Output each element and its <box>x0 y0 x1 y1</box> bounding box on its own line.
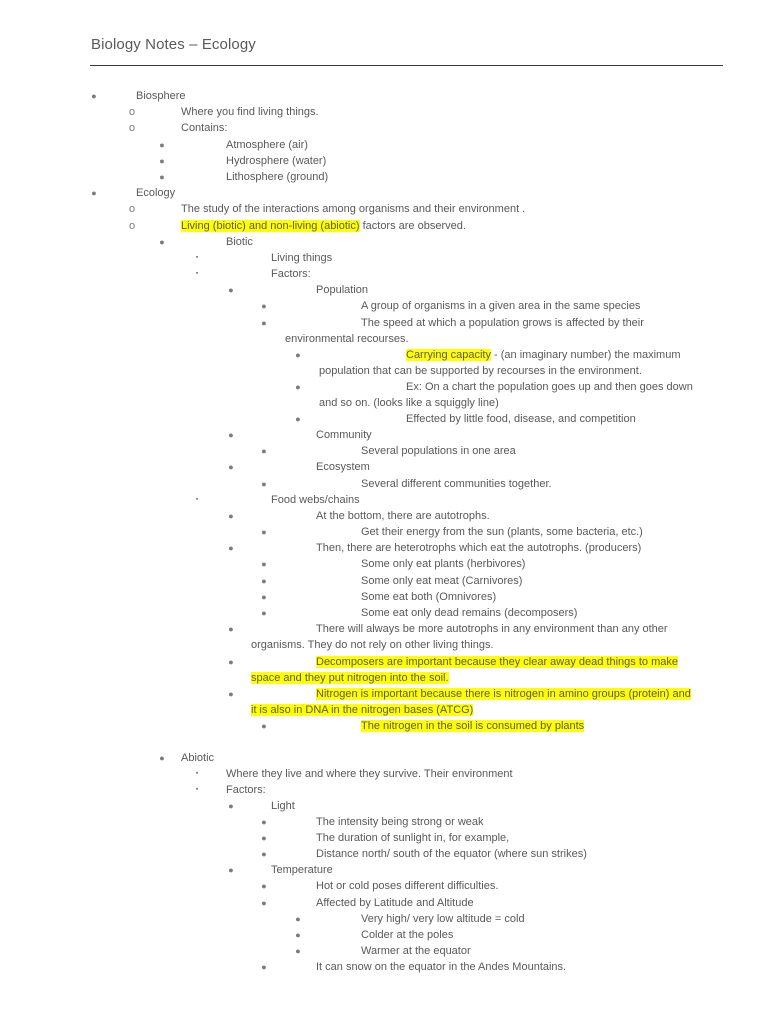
circle-bullet-icon: o <box>128 203 136 215</box>
line-text: Several populations in one area <box>361 445 516 457</box>
outline-line <box>0 331 768 347</box>
outline-line <box>0 250 768 266</box>
disc-bullet-icon: ● <box>261 318 267 328</box>
disc-bullet-icon: ● <box>159 172 165 182</box>
outline-line <box>0 718 768 734</box>
disc-bullet-icon: ● <box>159 753 165 763</box>
line-text: organisms. They do not rely on other living things. <box>251 639 494 651</box>
disc-bullet-icon: ● <box>295 414 301 424</box>
line-text: Hydrosphere (water) <box>226 155 327 167</box>
outline-line <box>0 363 768 379</box>
outline-line <box>0 234 768 250</box>
outline-line <box>0 298 768 314</box>
line-text: Some eat only dead remains (decomposers) <box>361 607 578 619</box>
disc-bullet-icon: ● <box>261 446 267 456</box>
outline-line <box>0 185 768 201</box>
line-text: Warmer at the equator <box>361 945 471 957</box>
line-text <box>406 347 681 363</box>
outline-line <box>0 830 768 846</box>
line-text: Food webs/chains <box>271 494 360 506</box>
disc-bullet-icon: ● <box>159 237 165 247</box>
line-text: environmental recourses. <box>285 333 409 345</box>
disc-bullet-icon: ● <box>261 962 267 972</box>
document-title: Biology Notes – Ecology <box>91 36 256 53</box>
line-text: Some only eat plants (herbivores) <box>361 558 526 570</box>
line-text: At the bottom, there are autotrophs. <box>316 510 490 522</box>
outline-line <box>0 556 768 572</box>
outline-line <box>0 88 768 104</box>
line-text <box>316 654 678 670</box>
outline-line <box>0 169 768 185</box>
line-text <box>361 718 584 734</box>
outline-line <box>0 443 768 459</box>
line-text: Living things <box>271 252 333 264</box>
line-text: Lithosphere (ground) <box>226 171 329 183</box>
outline-line <box>0 524 768 540</box>
line-text: Some only eat meat (Carnivores) <box>361 575 523 587</box>
line-text: Then, there are heterotrophs which eat the autotrophs. (producers) <box>316 542 642 554</box>
line-text: Contains: <box>181 122 228 134</box>
circle-bullet-icon: o <box>128 220 136 232</box>
outline-line <box>0 750 768 766</box>
line-text: Ex: On a chart the population goes up and then goes down <box>406 381 693 393</box>
highlighted-text: The nitrogen in the soil is consumed by plants <box>361 720 585 732</box>
disc-bullet-icon: ● <box>261 592 267 602</box>
outline-line <box>0 927 768 943</box>
line-text: Biotic <box>226 236 253 248</box>
outline-line <box>0 654 768 670</box>
square-bullet-icon: ▪ <box>195 254 199 261</box>
outline-line <box>0 395 768 411</box>
disc-bullet-icon: ● <box>228 801 234 811</box>
square-bullet-icon: ▪ <box>195 786 199 793</box>
disc-bullet-icon: ● <box>228 430 234 440</box>
outline-line <box>0 411 768 427</box>
outline-line <box>0 347 768 363</box>
line-text <box>251 702 473 718</box>
line-text: The intensity being strong or weak <box>316 816 484 828</box>
outline-line <box>0 895 768 911</box>
line-text: The duration of sunlight in, for example, <box>316 832 510 844</box>
line-text: Factors: <box>271 268 311 280</box>
outline-line <box>0 814 768 830</box>
disc-bullet-icon: ● <box>261 527 267 537</box>
outline-line <box>0 459 768 475</box>
title-divider <box>90 65 723 66</box>
outline-line <box>0 686 768 702</box>
outline-line <box>0 589 768 605</box>
disc-bullet-icon: ● <box>295 946 301 956</box>
line-text: A group of organisms in a given area in the same species <box>361 300 641 312</box>
disc-bullet-icon: ● <box>228 285 234 295</box>
outline-line <box>0 282 768 298</box>
line-text: Distance north/ south of the equator (where sun strikes) <box>316 848 587 860</box>
disc-bullet-icon: ● <box>228 511 234 521</box>
outline-line <box>0 637 768 653</box>
disc-bullet-icon: ● <box>295 930 301 940</box>
outline-line <box>0 137 768 153</box>
outline-line <box>0 315 768 331</box>
disc-bullet-icon: ● <box>228 462 234 472</box>
outline-line <box>0 153 768 169</box>
disc-bullet-icon: ● <box>228 624 234 634</box>
outline-line <box>0 862 768 878</box>
outline-line <box>0 959 768 975</box>
highlighted-text: Carrying capacity <box>406 349 491 361</box>
line-text: Hot or cold poses different difficulties. <box>316 880 499 892</box>
line-text: population that can be supported by recourses in the environment. <box>319 365 642 377</box>
circle-bullet-icon: o <box>128 122 136 134</box>
line-text: There will always be more autotrophs in any environment than any other <box>316 623 668 635</box>
outline-line <box>0 201 768 217</box>
line-text: Ecosystem <box>316 461 370 473</box>
disc-bullet-icon: ● <box>91 91 97 101</box>
outline-line <box>0 605 768 621</box>
disc-bullet-icon: ● <box>295 914 301 924</box>
outline-line <box>0 702 768 718</box>
disc-bullet-icon: ● <box>261 833 267 843</box>
line-text: Community <box>316 429 372 441</box>
outline-line <box>0 476 768 492</box>
line-text: Colder at the poles <box>361 929 454 941</box>
disc-bullet-icon: ● <box>261 898 267 908</box>
outline-line <box>0 540 768 556</box>
line-text <box>181 218 466 234</box>
outline-line <box>0 508 768 524</box>
outline-line <box>0 427 768 443</box>
outline-line <box>0 573 768 589</box>
disc-bullet-icon: ● <box>261 576 267 586</box>
disc-bullet-icon: ● <box>159 156 165 166</box>
line-text-rest: factors are observed. <box>359 220 466 232</box>
outline-line <box>0 104 768 120</box>
outline-line <box>0 782 768 798</box>
line-text: The speed at which a population grows is affected by their <box>361 317 644 329</box>
line-text: Where you find living things. <box>181 106 319 118</box>
highlighted-text: Nitrogen is important because there is nitrogen in amino groups (protein) and <box>316 688 691 700</box>
outline-line <box>0 379 768 395</box>
disc-bullet-icon: ● <box>228 657 234 667</box>
outline-line <box>0 943 768 959</box>
disc-bullet-icon: ● <box>261 559 267 569</box>
outline-line <box>0 120 768 136</box>
outline-line <box>0 798 768 814</box>
line-text: Light <box>271 800 295 812</box>
outline-line <box>0 266 768 282</box>
line-text: The study of the interactions among organisms and their environment . <box>181 203 526 215</box>
outline-line <box>0 621 768 637</box>
disc-bullet-icon: ● <box>261 608 267 618</box>
square-bullet-icon: ▪ <box>195 496 199 503</box>
circle-bullet-icon: o <box>128 106 136 118</box>
square-bullet-icon: ▪ <box>195 270 199 277</box>
disc-bullet-icon: ● <box>295 350 301 360</box>
disc-bullet-icon: ● <box>228 689 234 699</box>
outline-line <box>0 766 768 782</box>
line-text: Temperature <box>271 864 333 876</box>
outline-line <box>0 878 768 894</box>
line-text: Get their energy from the sun (plants, some bacteria, etc.) <box>361 526 643 538</box>
disc-bullet-icon: ● <box>261 881 267 891</box>
line-text: Atmosphere (air) <box>226 139 308 151</box>
disc-bullet-icon: ● <box>228 865 234 875</box>
line-text: Where they live and where they survive. Their environment <box>226 768 513 780</box>
line-text <box>316 686 691 702</box>
line-text: Ecology <box>136 187 176 199</box>
disc-bullet-icon: ● <box>261 817 267 827</box>
line-text: Affected by Latitude and Altitude <box>316 897 474 909</box>
line-text: Abiotic <box>181 752 215 764</box>
disc-bullet-icon: ● <box>261 479 267 489</box>
line-text: Some eat both (Omnivores) <box>361 591 497 603</box>
line-text: Very high/ very low altitude = cold <box>361 913 525 925</box>
highlighted-text: Living (biotic) and non-living (abiotic) <box>181 220 360 232</box>
highlighted-text: space and they put nitrogen into the soil. <box>251 672 449 684</box>
outline-line <box>0 670 768 686</box>
disc-bullet-icon: ● <box>261 849 267 859</box>
line-text: Several different communities together. <box>361 478 552 490</box>
outline-line <box>0 492 768 508</box>
disc-bullet-icon: ● <box>261 301 267 311</box>
line-text <box>251 670 449 686</box>
highlighted-text: Decomposers are important because they clear away dead things to make <box>316 656 678 668</box>
outline-line <box>0 218 768 234</box>
line-text: and so on. (looks like a squiggly line) <box>319 397 499 409</box>
line-text: It can snow on the equator in the Andes Mountains. <box>316 961 567 973</box>
line-text-rest: - (an imaginary number) the maximum <box>490 349 681 361</box>
outline-line <box>0 846 768 862</box>
disc-bullet-icon: ● <box>295 382 301 392</box>
highlighted-text: it is also in DNA in the nitrogen bases (ATCG) <box>251 704 474 716</box>
disc-bullet-icon: ● <box>261 721 267 731</box>
line-text: Factors: <box>226 784 266 796</box>
outline-line <box>0 911 768 927</box>
disc-bullet-icon: ● <box>159 140 165 150</box>
disc-bullet-icon: ● <box>91 188 97 198</box>
line-text: Population <box>316 284 368 296</box>
disc-bullet-icon: ● <box>228 543 234 553</box>
line-text: Biosphere <box>136 90 186 102</box>
line-text: Effected by little food, disease, and competition <box>406 413 636 425</box>
square-bullet-icon: ▪ <box>195 770 199 777</box>
